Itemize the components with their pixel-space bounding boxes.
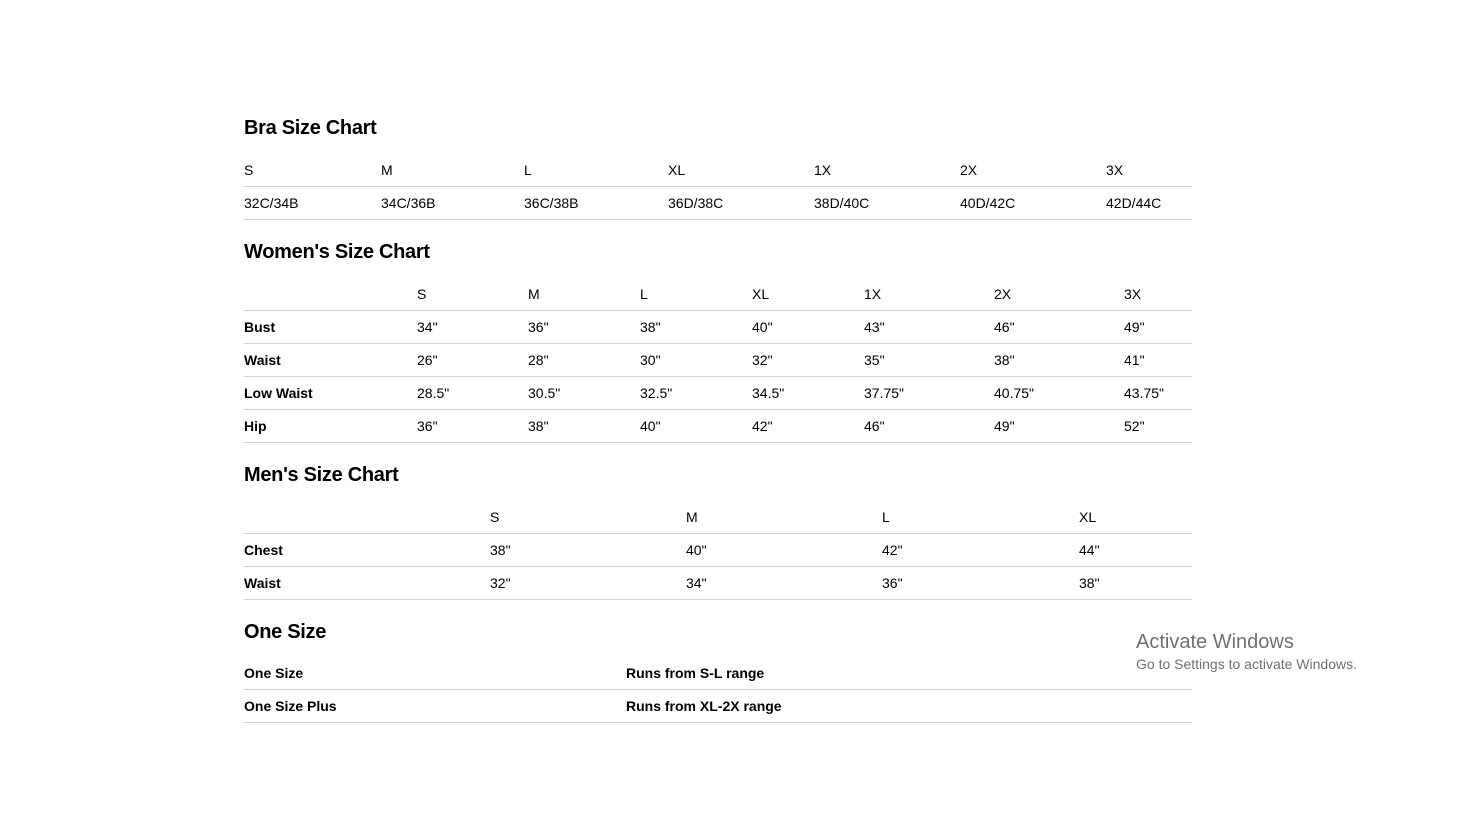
table-cell: 41" bbox=[1124, 352, 1145, 368]
table-cell: 38" bbox=[640, 319, 661, 335]
table-row bbox=[244, 657, 1192, 690]
measurement-label: Waist bbox=[244, 352, 281, 368]
table-header-row bbox=[244, 153, 1192, 187]
size-header: L bbox=[882, 508, 890, 525]
table-cell: 40" bbox=[752, 319, 773, 335]
table-cell: 42" bbox=[882, 542, 903, 558]
one-size-table bbox=[244, 657, 1192, 723]
table-cell: 36" bbox=[528, 319, 549, 335]
measurement-label: Bust bbox=[244, 319, 276, 335]
watermark-title: Activate Windows bbox=[1136, 631, 1294, 653]
table-row bbox=[244, 377, 1192, 410]
table-cell: 40.75" bbox=[994, 385, 1035, 401]
table-row bbox=[244, 187, 1192, 220]
table-cell: 44" bbox=[1079, 542, 1100, 558]
table-cell: 40D/42C bbox=[960, 195, 1016, 211]
size-header: S bbox=[417, 285, 427, 302]
size-header: 2X bbox=[960, 161, 978, 178]
table-cell: 28.5" bbox=[417, 385, 450, 401]
size-header: XL bbox=[668, 161, 686, 178]
mens-size-chart-title: Men's Size Chart bbox=[244, 464, 399, 486]
size-header: M bbox=[686, 508, 698, 525]
table-header-row bbox=[244, 500, 1192, 534]
bra-size-chart-title: Bra Size Chart bbox=[244, 117, 377, 139]
bra-size-table bbox=[244, 153, 1192, 220]
size-label: One Size Plus bbox=[244, 698, 337, 714]
table-cell: 42D/44C bbox=[1106, 195, 1162, 211]
table-row bbox=[244, 311, 1192, 344]
table-cell: 35" bbox=[864, 352, 885, 368]
size-header: 3X bbox=[1124, 285, 1142, 302]
table-cell: 32" bbox=[490, 575, 511, 591]
table-cell: 43" bbox=[864, 319, 885, 335]
size-header: S bbox=[244, 161, 254, 178]
size-header: XL bbox=[752, 285, 770, 302]
size-header: 2X bbox=[994, 285, 1012, 302]
table-cell: 49" bbox=[994, 418, 1015, 434]
size-header: M bbox=[528, 285, 540, 302]
table-cell: 38" bbox=[528, 418, 549, 434]
table-cell: 38" bbox=[994, 352, 1015, 368]
mens-size-table bbox=[244, 500, 1192, 600]
table-row bbox=[244, 690, 1192, 723]
womens-size-table bbox=[244, 277, 1192, 443]
size-header: XL bbox=[1079, 508, 1097, 525]
size-header bbox=[244, 500, 490, 534]
womens-size-chart-title: Women's Size Chart bbox=[244, 241, 430, 263]
table-cell: 36C/38B bbox=[524, 195, 579, 211]
size-label: One Size bbox=[244, 665, 304, 681]
measurement-label: Hip bbox=[244, 418, 267, 434]
table-row bbox=[244, 567, 1192, 600]
table-cell: 36" bbox=[417, 418, 438, 434]
measurement-label: Chest bbox=[244, 542, 283, 558]
size-header bbox=[244, 277, 417, 311]
table-cell: 38D/40C bbox=[814, 195, 870, 211]
table-row bbox=[244, 410, 1192, 443]
measurement-label: Waist bbox=[244, 575, 281, 591]
table-cell: 34.5" bbox=[752, 385, 785, 401]
table-cell: 46" bbox=[864, 418, 885, 434]
table-cell: 30.5" bbox=[528, 385, 561, 401]
table-cell: 42" bbox=[752, 418, 773, 434]
one-size-title: One Size bbox=[244, 621, 327, 643]
table-cell: 34" bbox=[686, 575, 707, 591]
table-cell: 40" bbox=[686, 542, 707, 558]
size-header: 1X bbox=[864, 285, 882, 302]
table-cell: 34" bbox=[417, 319, 438, 335]
table-header-row bbox=[244, 277, 1192, 311]
table-cell: 38" bbox=[490, 542, 511, 558]
table-cell: 49" bbox=[1124, 319, 1145, 335]
table-cell: 40" bbox=[640, 418, 661, 434]
table-row bbox=[244, 534, 1192, 567]
size-header: 3X bbox=[1106, 161, 1124, 178]
table-cell: 30" bbox=[640, 352, 661, 368]
size-header: 1X bbox=[814, 161, 832, 178]
table-cell: 36" bbox=[882, 575, 903, 591]
activate-windows-watermark bbox=[1136, 630, 1357, 674]
table-cell: 32C/34B bbox=[244, 195, 299, 211]
size-range: Runs from XL-2X range bbox=[626, 698, 782, 714]
table-cell: 32" bbox=[752, 352, 773, 368]
size-range: Runs from S-L range bbox=[626, 665, 765, 681]
watermark-subtitle: Go to Settings to activate Windows. bbox=[1136, 656, 1357, 672]
table-row bbox=[244, 344, 1192, 377]
table-cell: 43.75" bbox=[1124, 385, 1165, 401]
table-cell: 46" bbox=[994, 319, 1015, 335]
table-cell: 34C/36B bbox=[381, 195, 436, 211]
size-header: S bbox=[490, 508, 500, 525]
table-cell: 38" bbox=[1079, 575, 1100, 591]
size-header: L bbox=[640, 285, 648, 302]
measurement-label: Low Waist bbox=[244, 385, 313, 401]
size-header: M bbox=[381, 161, 393, 178]
table-cell: 26" bbox=[417, 352, 438, 368]
table-cell: 36D/38C bbox=[668, 195, 724, 211]
table-cell: 37.75" bbox=[864, 385, 905, 401]
table-cell: 28" bbox=[528, 352, 549, 368]
table-cell: 52" bbox=[1124, 418, 1145, 434]
size-header: L bbox=[524, 161, 532, 178]
table-cell: 32.5" bbox=[640, 385, 673, 401]
